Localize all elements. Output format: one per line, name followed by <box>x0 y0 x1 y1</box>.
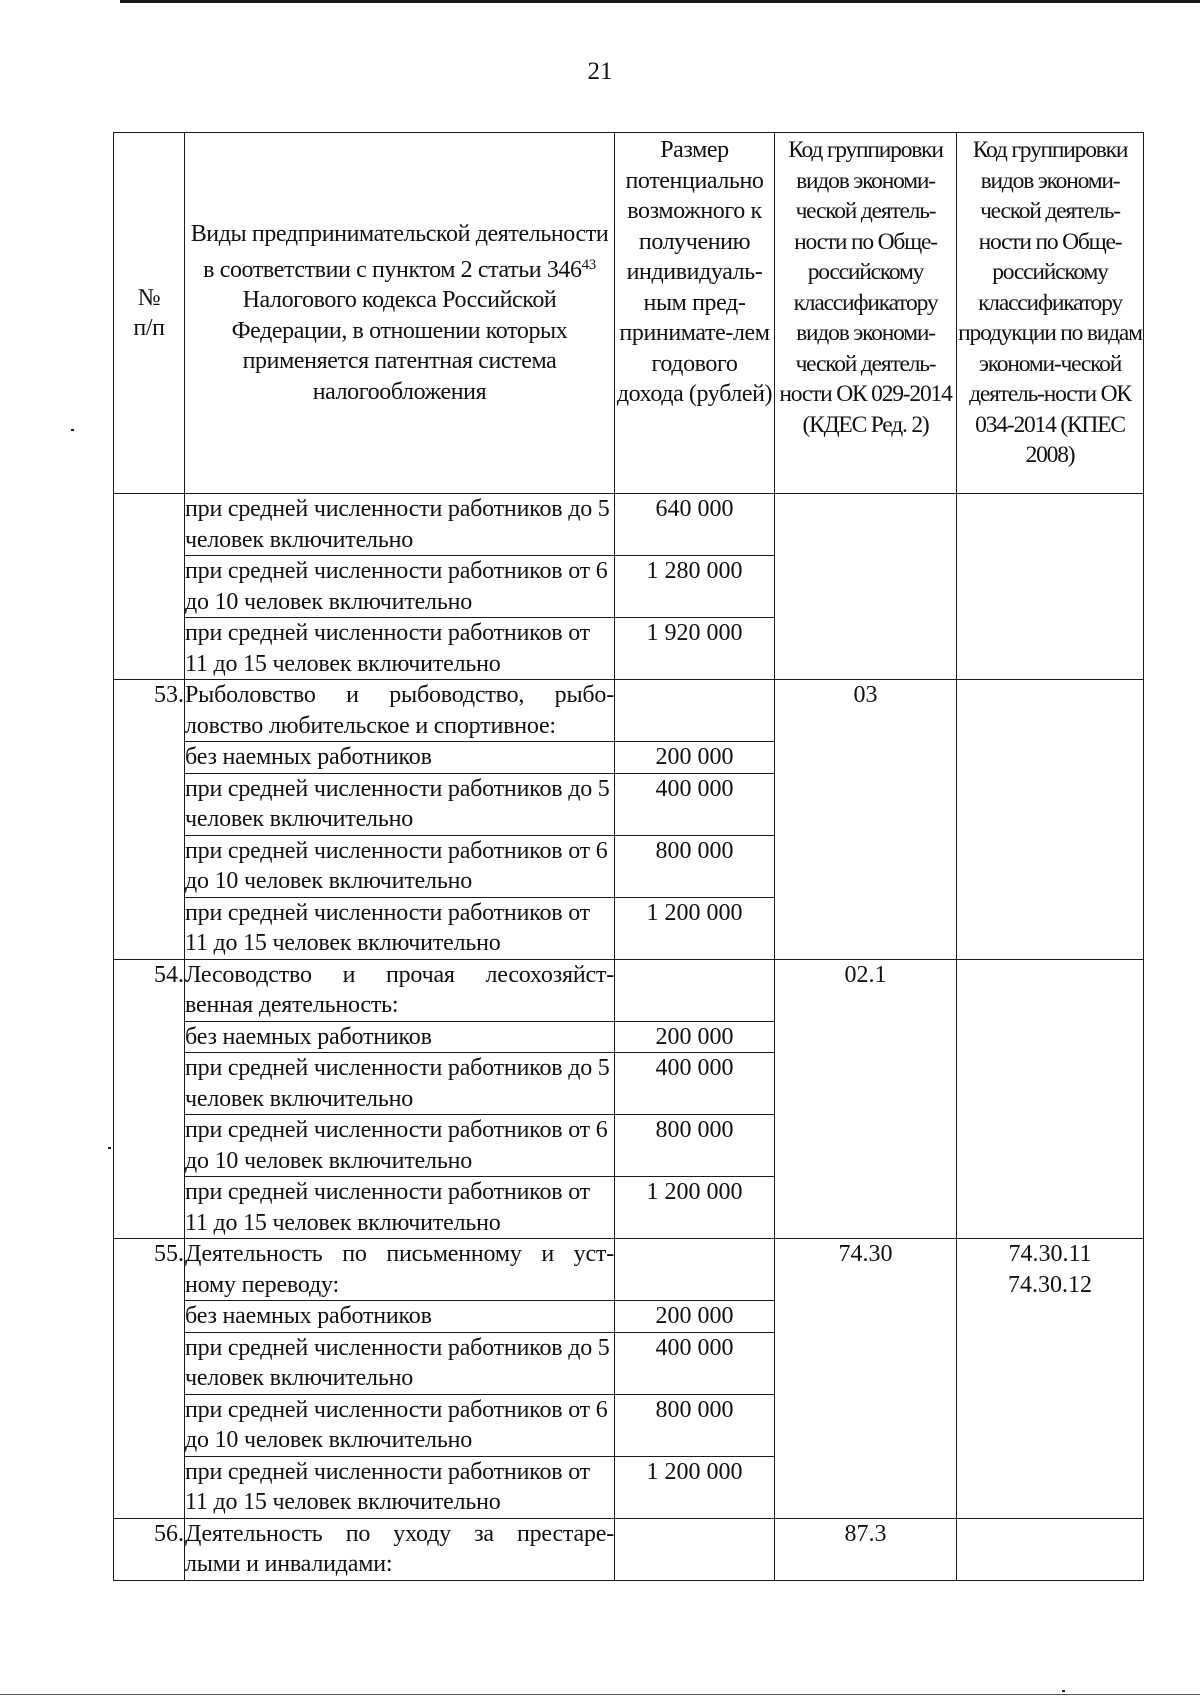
row-income-amount: 1 280 000 <box>615 556 775 618</box>
row-income-amount: 1 920 000 <box>615 618 775 680</box>
row-income-amount <box>615 1239 775 1301</box>
okpd-codes <box>957 959 1144 1239</box>
row-description: при средней численности работников от 6 до 10 человек включительно <box>185 556 615 618</box>
item-title <box>185 680 615 742</box>
okpd-codes <box>957 680 1144 960</box>
row-income-amount: 1 200 000 <box>615 1177 775 1239</box>
item-title <box>185 959 615 1021</box>
header-number: № п/п <box>114 133 185 494</box>
scan-artifact-dot <box>1062 1690 1065 1692</box>
item-title-line: Лесоводство и прочая лесохозяйст- <box>185 961 614 988</box>
item-number: 53. <box>114 680 185 960</box>
row-description: при средней численности работников до 5 человек включительно <box>185 494 615 556</box>
row-description: при средней численности работников до 5 человек включительно <box>185 773 615 835</box>
row-income-amount <box>615 1518 775 1580</box>
scan-artifact-dot <box>108 1147 111 1149</box>
okved-code: 02.1 <box>775 959 957 1239</box>
scan-edge-bottom <box>0 1694 1200 1695</box>
row-income-amount: 640 000 <box>615 494 775 556</box>
okpd-codes <box>957 1239 1144 1519</box>
okpd-codes <box>957 1518 1144 1580</box>
okpd-code: 74.30.11 <box>1008 1241 1092 1267</box>
item-title <box>185 1239 615 1301</box>
row-description: без наемных работников <box>185 742 615 774</box>
row-description: при средней численности работников до 5 человек включительно <box>185 1332 615 1394</box>
row-income-amount: 200 000 <box>615 1301 775 1333</box>
row-description: при средней численности работников от 11 до 15 человек включительно <box>185 1177 615 1239</box>
row-description: при средней численности работников от 11 до 15 человек включительно <box>185 1456 615 1518</box>
row-description: без наемных работников <box>185 1301 615 1333</box>
header-activity <box>185 133 615 494</box>
header-income: Размер потенциально возможного к получению индивидуаль-ным пред-принимате-лем годового дохода (рублей) <box>615 133 775 494</box>
item-title-line: ному переводу: <box>185 1271 339 1298</box>
item-title-line: Деятельность по уходу за престаре- <box>185 1520 614 1547</box>
item-title-line: ловство любительское и спортивное: <box>185 712 556 739</box>
scan-edge-top <box>120 0 1200 3</box>
item-number: 55. <box>114 1239 185 1519</box>
row-income-amount: 1 200 000 <box>615 1456 775 1518</box>
okved-code: 87.3 <box>775 1518 957 1580</box>
header-okved: Код группировки видов экономи-ческой деятель-ности по Обще-российскому классификатору видов экономи-ческой деятель-ности ОК 029-2014 (КДЕС Ред. 2) <box>775 133 957 494</box>
row-description: при средней численности работников от 6 до 10 человек включительно <box>185 1394 615 1456</box>
scan-artifact-dot <box>71 429 74 431</box>
row-description: при средней численности работников от 11 до 15 человек включительно <box>185 897 615 959</box>
row-number-cell <box>114 494 185 680</box>
item-title-line: Рыболовство и рыбоводство, рыбо- <box>185 682 614 708</box>
okved-code: 03 <box>775 680 957 960</box>
row-description: без наемных работников <box>185 1021 615 1053</box>
item-title <box>185 1518 615 1580</box>
header-okpd: Код группировки видов экономи-ческой деятель-ности по Обще-российскому классификатору продукции по видам экономи-ческой деятель-ности ОК 034-2014 (КПЕС 2008) <box>957 133 1144 494</box>
row-description: при средней численности работников от 6 до 10 человек включительно <box>185 1115 615 1177</box>
header-activity-text: Виды предпринимательской деятельности в соответствии с пунктом 2 статьи $346^{43}$ Налогового кодекса Российской Федерации, в отношении которых применяется патентная система налогообложения <box>190 221 609 405</box>
item-title-line: лыми и инвалидами: <box>185 1551 393 1577</box>
item-number: 54. <box>114 959 185 1239</box>
row-okpd-code <box>957 494 1144 680</box>
row-income-amount: 400 000 <box>615 773 775 835</box>
row-okved-code <box>775 494 957 680</box>
okved-code: 74.30 <box>775 1239 957 1519</box>
row-income-amount: 800 000 <box>615 835 775 897</box>
item-number: 56. <box>114 1518 185 1580</box>
okpd-code: 74.30.12 <box>1008 1271 1092 1298</box>
row-income-amount <box>615 680 775 742</box>
row-income-amount: 400 000 <box>615 1332 775 1394</box>
row-income-amount: 200 000 <box>615 1021 775 1053</box>
row-description: при средней численности работников до 5 человек включительно <box>185 1053 615 1115</box>
row-income-amount: 400 000 <box>615 1053 775 1115</box>
row-description: при средней численности работников от 6 до 10 человек включительно <box>185 835 615 897</box>
item-title-line: венная деятельность: <box>185 992 399 1018</box>
table-row-group-title <box>114 1518 1144 1580</box>
table-row-group-title <box>114 680 1144 742</box>
item-title-line: Деятельность по письменному и уст- <box>185 1241 614 1267</box>
table-row-group-title <box>114 1239 1144 1301</box>
page-number: 21 <box>587 58 613 85</box>
row-income-amount: 800 000 <box>615 1115 775 1177</box>
row-income-amount: 200 000 <box>615 742 775 774</box>
table-header-row <box>114 133 1144 494</box>
row-income-amount: 1 200 000 <box>615 897 775 959</box>
table-row-group-title <box>114 959 1144 1021</box>
table-body <box>114 494 1144 1581</box>
row-income-amount <box>615 959 775 1021</box>
row-income-amount: 800 000 <box>615 1394 775 1456</box>
row-description: при средней численности работников от 11 до 15 человек включительно <box>185 618 615 680</box>
table-row <box>114 494 1144 556</box>
patent-tax-table <box>113 132 1144 1581</box>
